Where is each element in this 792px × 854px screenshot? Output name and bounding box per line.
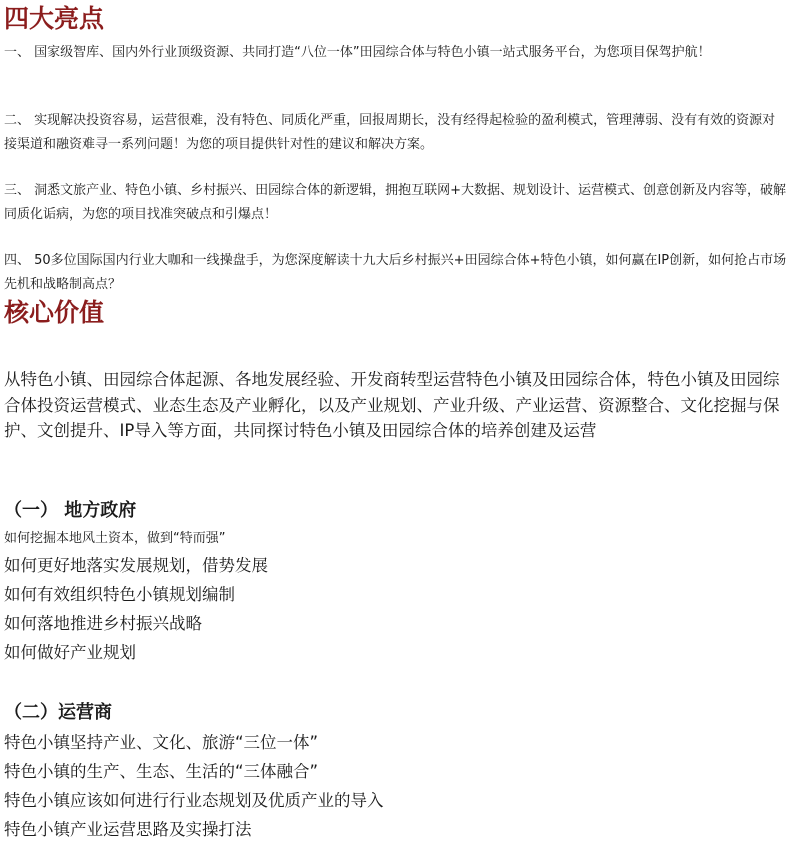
highlight-item-2: 二、 实现解决投资容易，运营很难，没有特色、同质化严重，回报周期长，没有经得起检验的盈利模式，管理薄弱、没有有效的资源对接渠道和融资难寻一系列问题！为您的项目提供针对性的建议和解决方案。 [4, 113, 776, 152]
operator-item-2: 特色小镇的生产、生态、生活的“三体融合” [4, 762, 319, 781]
government-heading: （一） 地方政府 [4, 500, 137, 521]
government-item-1: 如何挖掘本地风土资本，做到“特而强” [4, 531, 226, 546]
government-item-2: 如何更好地落实发展规划，借势发展 [4, 556, 268, 575]
highlight-item-3: 三、 洞悉文旅产业、特色小镇、乡村振兴、田园综合体的新逻辑，拥抱互联网+大数据、规划设计、运营模式、创意创新及内容等，破解同质化诟病，为您的项目找准突破点和引爆点！ [4, 183, 787, 222]
operator-item-4: 特色小镇产业运营思路及实操打法 [4, 820, 252, 839]
highlight-item-1: 一、 国家级智库、国内外行业顶级资源、共同打造“八位一体”田园综合体与特色小镇一站式服务平台，为您项目保驾护航！ [4, 45, 711, 60]
core-value-title: 核心价值 [4, 298, 105, 327]
operator-item-3: 特色小镇应该如何进行行业态规划及优质产业的导入 [4, 791, 384, 810]
operator-item-1: 特色小镇坚持产业、文化、旅游“三位一体” [4, 733, 319, 752]
government-item-5: 如何做好产业规划 [4, 643, 136, 662]
core-value-intro: 从特色小镇、田园综合体起源、各地发展经验、开发商转型运营特色小镇及田园综合体，特色小镇及田园综合体投资运营模式、业态生态及产业孵化，以及产业规划、产业升级、产业运营、资源整合、文化挖掘与保护、文创提升、IP导入等方面，共同探讨特色小镇及田园综合体的培养创建及运营 [4, 370, 780, 440]
highlights-title: 四大亮点 [4, 4, 105, 33]
government-item-4: 如何落地推进乡村振兴战略 [4, 614, 202, 633]
operator-heading: （二）运营商 [4, 702, 112, 723]
highlight-item-4: 四、 50多位国际国内行业大咖和一线操盘手，为您深度解读十九大后乡村振兴+田园综合体+特色小镇，如何赢在IP创新，如何抢占市场先机和战略制高点？ [4, 253, 787, 292]
government-item-3: 如何有效组织特色小镇规划编制 [4, 585, 235, 604]
